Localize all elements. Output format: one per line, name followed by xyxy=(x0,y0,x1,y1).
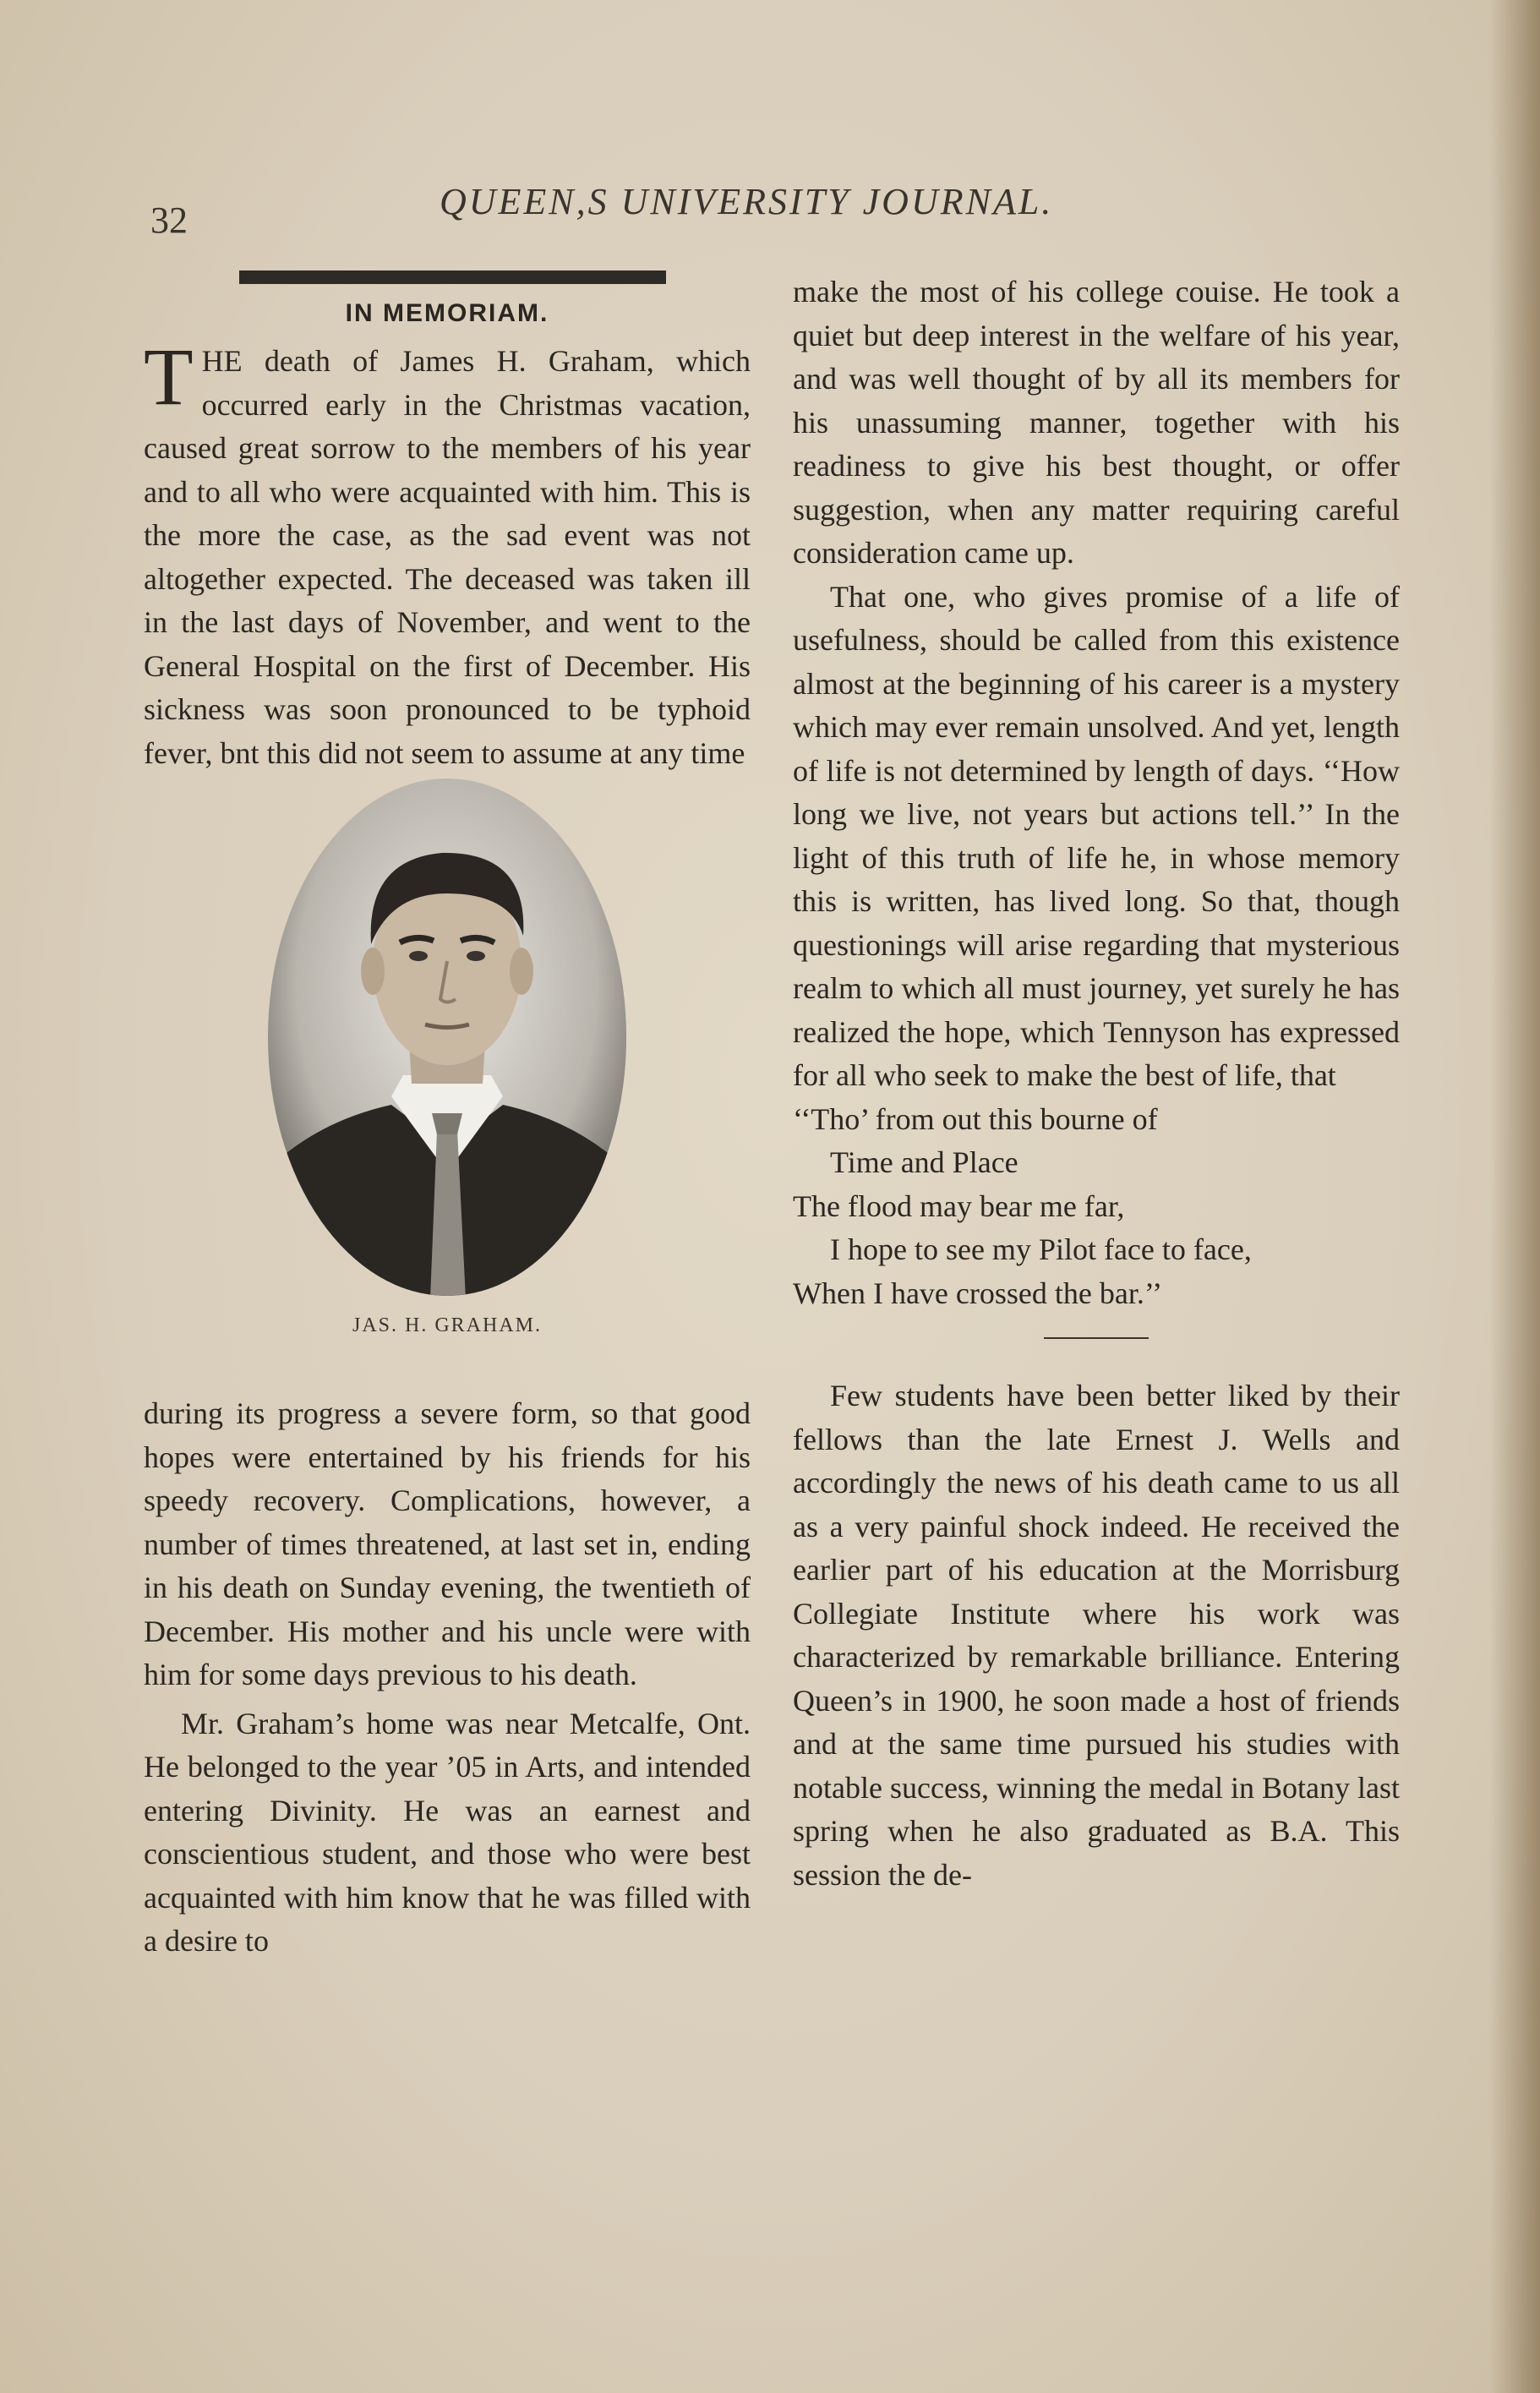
paragraph-home-continued: make the most of his college couise. He took a quiet but deep interest in the welfare of his year, and was well thought of by all its members for his unassuming manner, together with his readiness to give his best thought, or offer suggestion, when any matter requiring careful consideration came up. xyxy=(793,275,1400,570)
paragraph-home: Mr. Graham’s home was near Metcalfe, Ont. He belonged to the year ’05 in Arts, and intended entering Divinity. He was an earnest and conscientious student, and those who were best acquainted with him know that he was filled with a desire to xyxy=(144,1706,751,1958)
page-edge-shadow xyxy=(1489,0,1540,2393)
running-title: QUEEN,S UNIVERSITY JOURNAL. xyxy=(440,181,1054,222)
paragraph-usefulness: That one, who gives promise of a life of usefulness, should be called from this existence almost at the beginning of his career is a mystery which may ever remain unsolved. And yet, length of life is not determined by length of days. ‘‘How long we live, not years but actions tell.’’ In the light of this truth of life he, in whose memory this is written, has lived long. So that, though questionings will arise regarding that mysterious realm to which all must journey, yet surely he has realized the hope, which Tennyson has expressed for all who seek to make the best of life, that xyxy=(793,579,1400,1092)
verse-line: When I have crossed the bar.’’ xyxy=(793,1276,1163,1310)
section-divider xyxy=(1044,1337,1149,1339)
page-header xyxy=(135,173,1403,241)
paragraph-opening-continued: during its progress a severe form, so that good hopes were entertained by his friends for his speedy recovery. Complications, however, a number of times threatened, at last set in, ending in his death on Sunday evening, the twentieth of December. His mother and his uncle were with him for some days previous to his death. xyxy=(144,1396,751,1691)
article-heading: IN MEMORIAM. xyxy=(345,299,549,327)
portrait-caption: JAS. H. GRAHAM. xyxy=(352,1314,543,1336)
left-column xyxy=(144,270,751,1964)
heading-rule xyxy=(239,270,666,284)
portrait-figure xyxy=(144,775,751,1392)
drop-cap: T xyxy=(144,331,194,422)
right-column xyxy=(793,270,1400,1897)
verse-line: The flood may bear me far, xyxy=(793,1188,1125,1223)
page-number: 32 xyxy=(150,199,188,241)
verse-line: I hope to see my Pilot face to face, xyxy=(830,1232,1252,1266)
paragraph-opening-text: HE death of James H. Graham, which occurred early in the Christmas vacation, caused great sorrow to the members of his year and to all who were acquainted with him. This is the more the case, as the sad event was not altogether expected. The deceased was taken ill in the last days of November, and went to the General Hospital on the first of December. His sickness was soon pronounced to be typhoid fever, bnt this did not seem to assume at any time xyxy=(144,344,751,770)
verse-quote xyxy=(793,1098,1400,1316)
paragraph-wells: Few students have been better liked by their fellows than the late Ernest J. Wells and accordingly the news of his death came to us all as a very painful shock indeed. He received the earlier part of his education at the Morrisburg Collegiate Institute where his work was characterized by remarkable brilliance. Entering Queen’s in 1900, he soon made a host of friends and at the same time pursued his studies with notable success, winning the medal in Botany last spring when he also graduated as B.A. This session the de- xyxy=(793,1379,1400,1892)
paragraph-opening xyxy=(144,331,751,775)
verse-line: ‘‘Tho’ from out this bourne of xyxy=(793,1101,1158,1136)
portrait-photo xyxy=(265,775,630,1299)
verse-line: Time and Place xyxy=(830,1145,1018,1179)
